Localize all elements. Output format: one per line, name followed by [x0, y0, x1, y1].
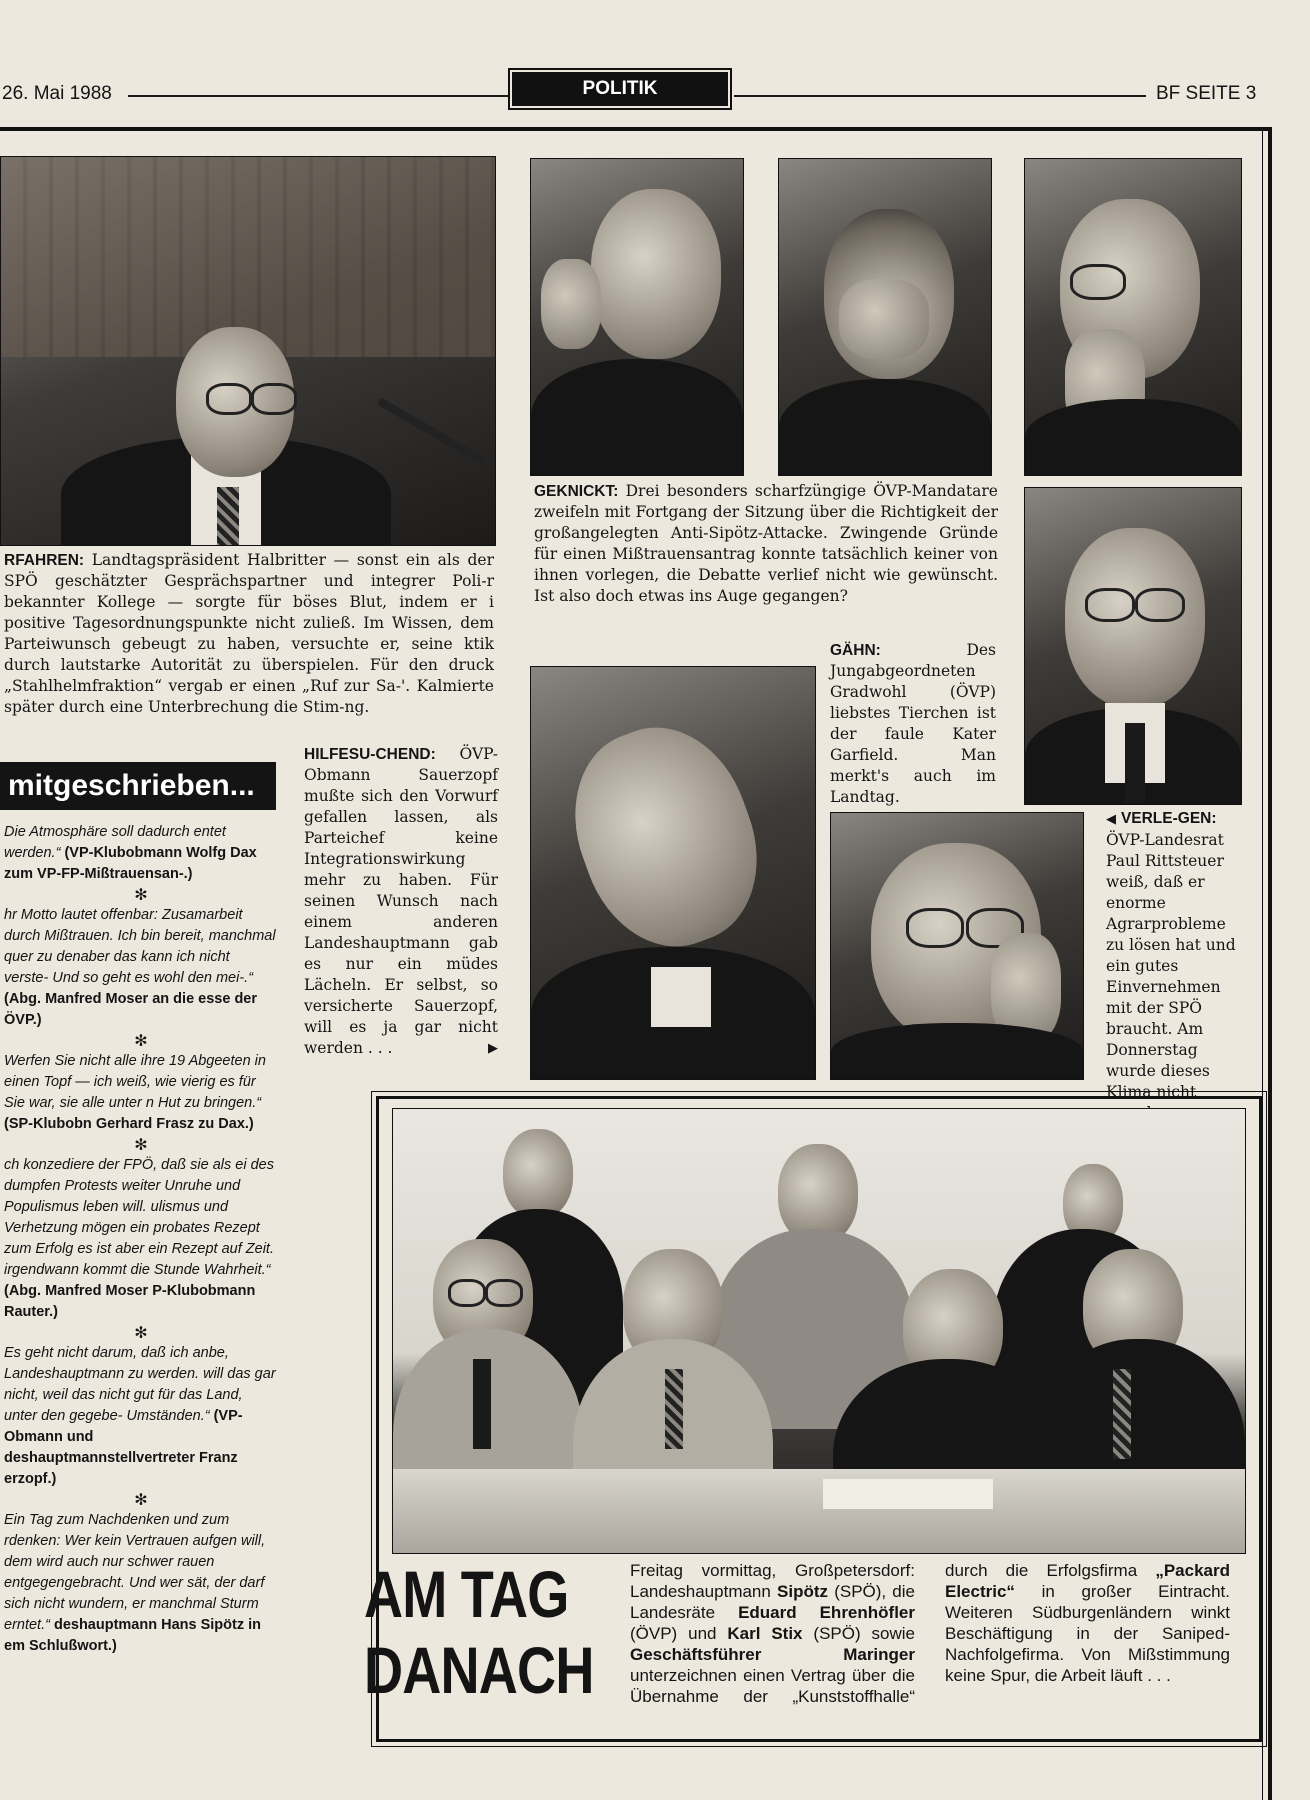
story-part-f: in großer Eintracht. Weiteren Südburgenländern winkt Beschäftigung in der Saniped-Nachfolgefirma. Von Mißstimmung keine Spur, die Arbeit läuft . . . — [945, 1582, 1230, 1685]
star-separator: ✻ — [134, 1135, 148, 1154]
quote-2-source: (Abg. Manfred Moser an die esse der ÖVP.) — [4, 991, 258, 1028]
caption-gaehn — [830, 640, 996, 808]
geknickt-body: Drei besonders scharfzüngige ÖVP-Mandatare zweifeln mit Fortgang der Sitzung über die Richtigkeit der großangelegten Anti-Sipötz-Attacke. Zwingende Gründe für einen Mißtrauensantrag konnte tatsächlich keiner von ihnen vorlegen, die Debatte verlief nicht wie gewünscht. Ist also doch etwas ins Auge gegangen? — [534, 482, 998, 605]
caption-geknickt — [534, 481, 998, 607]
caption-hilfesuchend — [304, 744, 498, 1059]
hilfesuchend-arrow: ▶ — [488, 1041, 498, 1056]
story-part-e: unterzeichnen einen Vertrag über die Übernahme der „Kunststoffhalle“ durch die Erfolgsfirma — [630, 1561, 1138, 1706]
quote-3-text: Werfen Sie nicht alle ihre 19 Abgeeten in einen Topf — ich weiß, wie vierig es für Sie war, sie alle unter n Hut zu bringen.“ — [4, 1053, 266, 1111]
gaehn-keyword: GÄHN: — [830, 642, 881, 659]
verlegen-keyword: VERLE-GEN: — [1120, 810, 1217, 827]
quote-1-source: (VP-Klubobmann Wolfg Dax zum VP-FP-Mißtrauensan-.) — [4, 845, 257, 882]
quote-2-text: hr Motto lautet offenbar: Zusamarbeit durch Mißtrauen. Ich bin bereit, manchmal quer zu denaber das kann ich nicht verste- Und so geht es wohl den mei-.“ — [4, 907, 276, 986]
name-maringer: Geschäftsführer Maringer — [630, 1645, 915, 1664]
headline-danach: DANACH — [364, 1633, 594, 1707]
star-separator: ✻ — [134, 1323, 148, 1342]
quote-6-text: Ein Tag zum Nachdenken und zum rdenken: Wer kein Vertrauen aufgen will, dem wird auch nur schwer rauen entgegengebracht. Und wer sät, der darf sich nicht wundern, er manchmal Sturm erntet.“ — [4, 1512, 266, 1633]
photo-signing — [392, 1108, 1246, 1554]
photo-geknickt-1 — [530, 158, 744, 476]
photo-gradwohl — [530, 666, 816, 1080]
quote-1-text: Die Atmosphäre soll dadurch entet werden.“ — [4, 824, 226, 861]
quote-4 — [4, 1155, 278, 1323]
quote-1 — [4, 822, 278, 885]
story-part-b: (SPÖ), die Landesräte — [630, 1582, 915, 1622]
star-separator: ✻ — [134, 1031, 148, 1050]
photo-geknickt-2 — [778, 158, 992, 476]
frame-rule-right — [1268, 127, 1272, 1800]
quote-5-source: (VP-Obmann und deshauptmannstellvertreter Franz erzopf.) — [4, 1408, 243, 1487]
photo-rittsteuer-talking — [1024, 487, 1242, 805]
photo-geknickt-3 — [1024, 158, 1242, 476]
quote-5-text: Es geht nicht darum, daß ich anbe, Landeshauptmann zu werden. will das gar nicht, weil das nicht gut für das Land, unter den gegebe- Umständen.“ — [4, 1345, 276, 1424]
section-label: POLITIK — [512, 72, 728, 106]
name-sipoetz: Sipötz — [777, 1582, 829, 1601]
header-rule-right — [734, 95, 1146, 97]
story-am-tag — [630, 1560, 1230, 1707]
frame-rule-top — [0, 127, 1272, 131]
quote-4-source: (Abg. Manfred Moser P-Klubobmann Rauter.) — [4, 1283, 256, 1320]
story-part-c: (ÖVP) und — [630, 1624, 717, 1643]
name-packard: „Packard Electric“ — [945, 1561, 1230, 1601]
caption-body: Landtagspräsident Halbritter — sonst ein als der SPÖ geschätzter Gesprächspartner und integrer Poli-r bekannter Kollege — sorgte für böses Blut, indem er i positive Tagesordnungspunkte nicht zuließ. Im Wissen, dem Parteiwunsch gebeugt zu haben, versuchte er, seine ktik durch lautstarke Autorität zu überspielen. Für den druck „Stahlhelmfraktion“ vergab er einen „Ruf zur Sa-'. Kalmierte später durch eine Unterbrechung die Stim-ng. — [4, 551, 494, 716]
frame-rule-right-inner — [1262, 127, 1263, 1800]
quote-3-source: (SP-Klubobn Gerhard Frasz zu Dax.) — [4, 1116, 254, 1132]
quote-6-source: deshauptmann Hans Sipötz in em Schlußwort.) — [4, 1617, 262, 1654]
issue-date: 26. Mai 1988 — [2, 83, 112, 104]
name-ehrenhoefler: Eduard Ehrenhöfler — [738, 1603, 915, 1622]
mitgeschrieben-header: mitgeschrieben... — [0, 762, 276, 810]
quote-5 — [4, 1343, 278, 1490]
quote-4-text: ch konzediere der FPÖ, daß sie als ei des dumpfen Protests weiter Unruhe und Populismus leben will. ulismus und Verhetzung mögen ein probates Rezept zum Erfolg es ist aber ein Rezept auf Zeit. irgendwann kommt die Stunde Wahrheit.“ — [4, 1157, 274, 1278]
photo-rittsteuer-smiling — [830, 812, 1084, 1080]
star-separator: ✻ — [134, 1490, 148, 1509]
quote-2 — [4, 905, 278, 1031]
caption-verlegen — [1106, 808, 1240, 1145]
caption-halbritter — [4, 550, 494, 718]
hilfesuchend-keyword: HILFESU-CHEND: — [304, 746, 436, 763]
photo-halbritter — [0, 156, 496, 546]
page-number: BF SEITE 3 — [1156, 83, 1257, 104]
headline-am-tag: AM TAG — [364, 1557, 569, 1631]
story-part-d: (SPÖ) sowie — [813, 1624, 915, 1643]
quote-6 — [4, 1510, 278, 1657]
header-rule-left — [128, 95, 508, 97]
story-part-a: Freitag vormittag, Großpetersdorf: Landeshauptmann — [630, 1561, 915, 1601]
verlegen-body: ÖVP-Landesrat Paul Rittsteuer weiß, daß er enorme Agrarprobleme zu lösen hat und ein gutes Einvernehmen mit der SPÖ braucht. Am Donnerstag wurde dieses Klima nicht — [1106, 831, 1236, 1101]
quotes-column — [4, 822, 278, 1657]
hilfesuchend-body: ÖVP-Obmann Sauerzopf mußte sich den Vorwurf gefallen lassen, als Parteichef keine Integrationswirkung mehr zu haben. Für seinen Wunsch nach einem anderen Landeshauptmann gab es nur ein müdes Lächeln. Er selbst, so versicherte Sauerzopf, will es ja gar nicht werden . . . — [304, 745, 498, 1057]
star-separator: ✻ — [134, 885, 148, 904]
name-stix: Karl Stix — [727, 1624, 803, 1643]
verlegen-arrow: ◀ — [1106, 812, 1116, 827]
gaehn-body: Des Jungabgeordneten Gradwohl (ÖVP) liebstes Tierchen ist der faule Kater Garfield. Man merkt's auch im Landtag. — [830, 641, 996, 806]
geknickt-keyword: GEKNICKT: — [534, 483, 619, 500]
quote-3 — [4, 1051, 278, 1135]
caption-keyword: RFAHREN: — [4, 552, 85, 569]
